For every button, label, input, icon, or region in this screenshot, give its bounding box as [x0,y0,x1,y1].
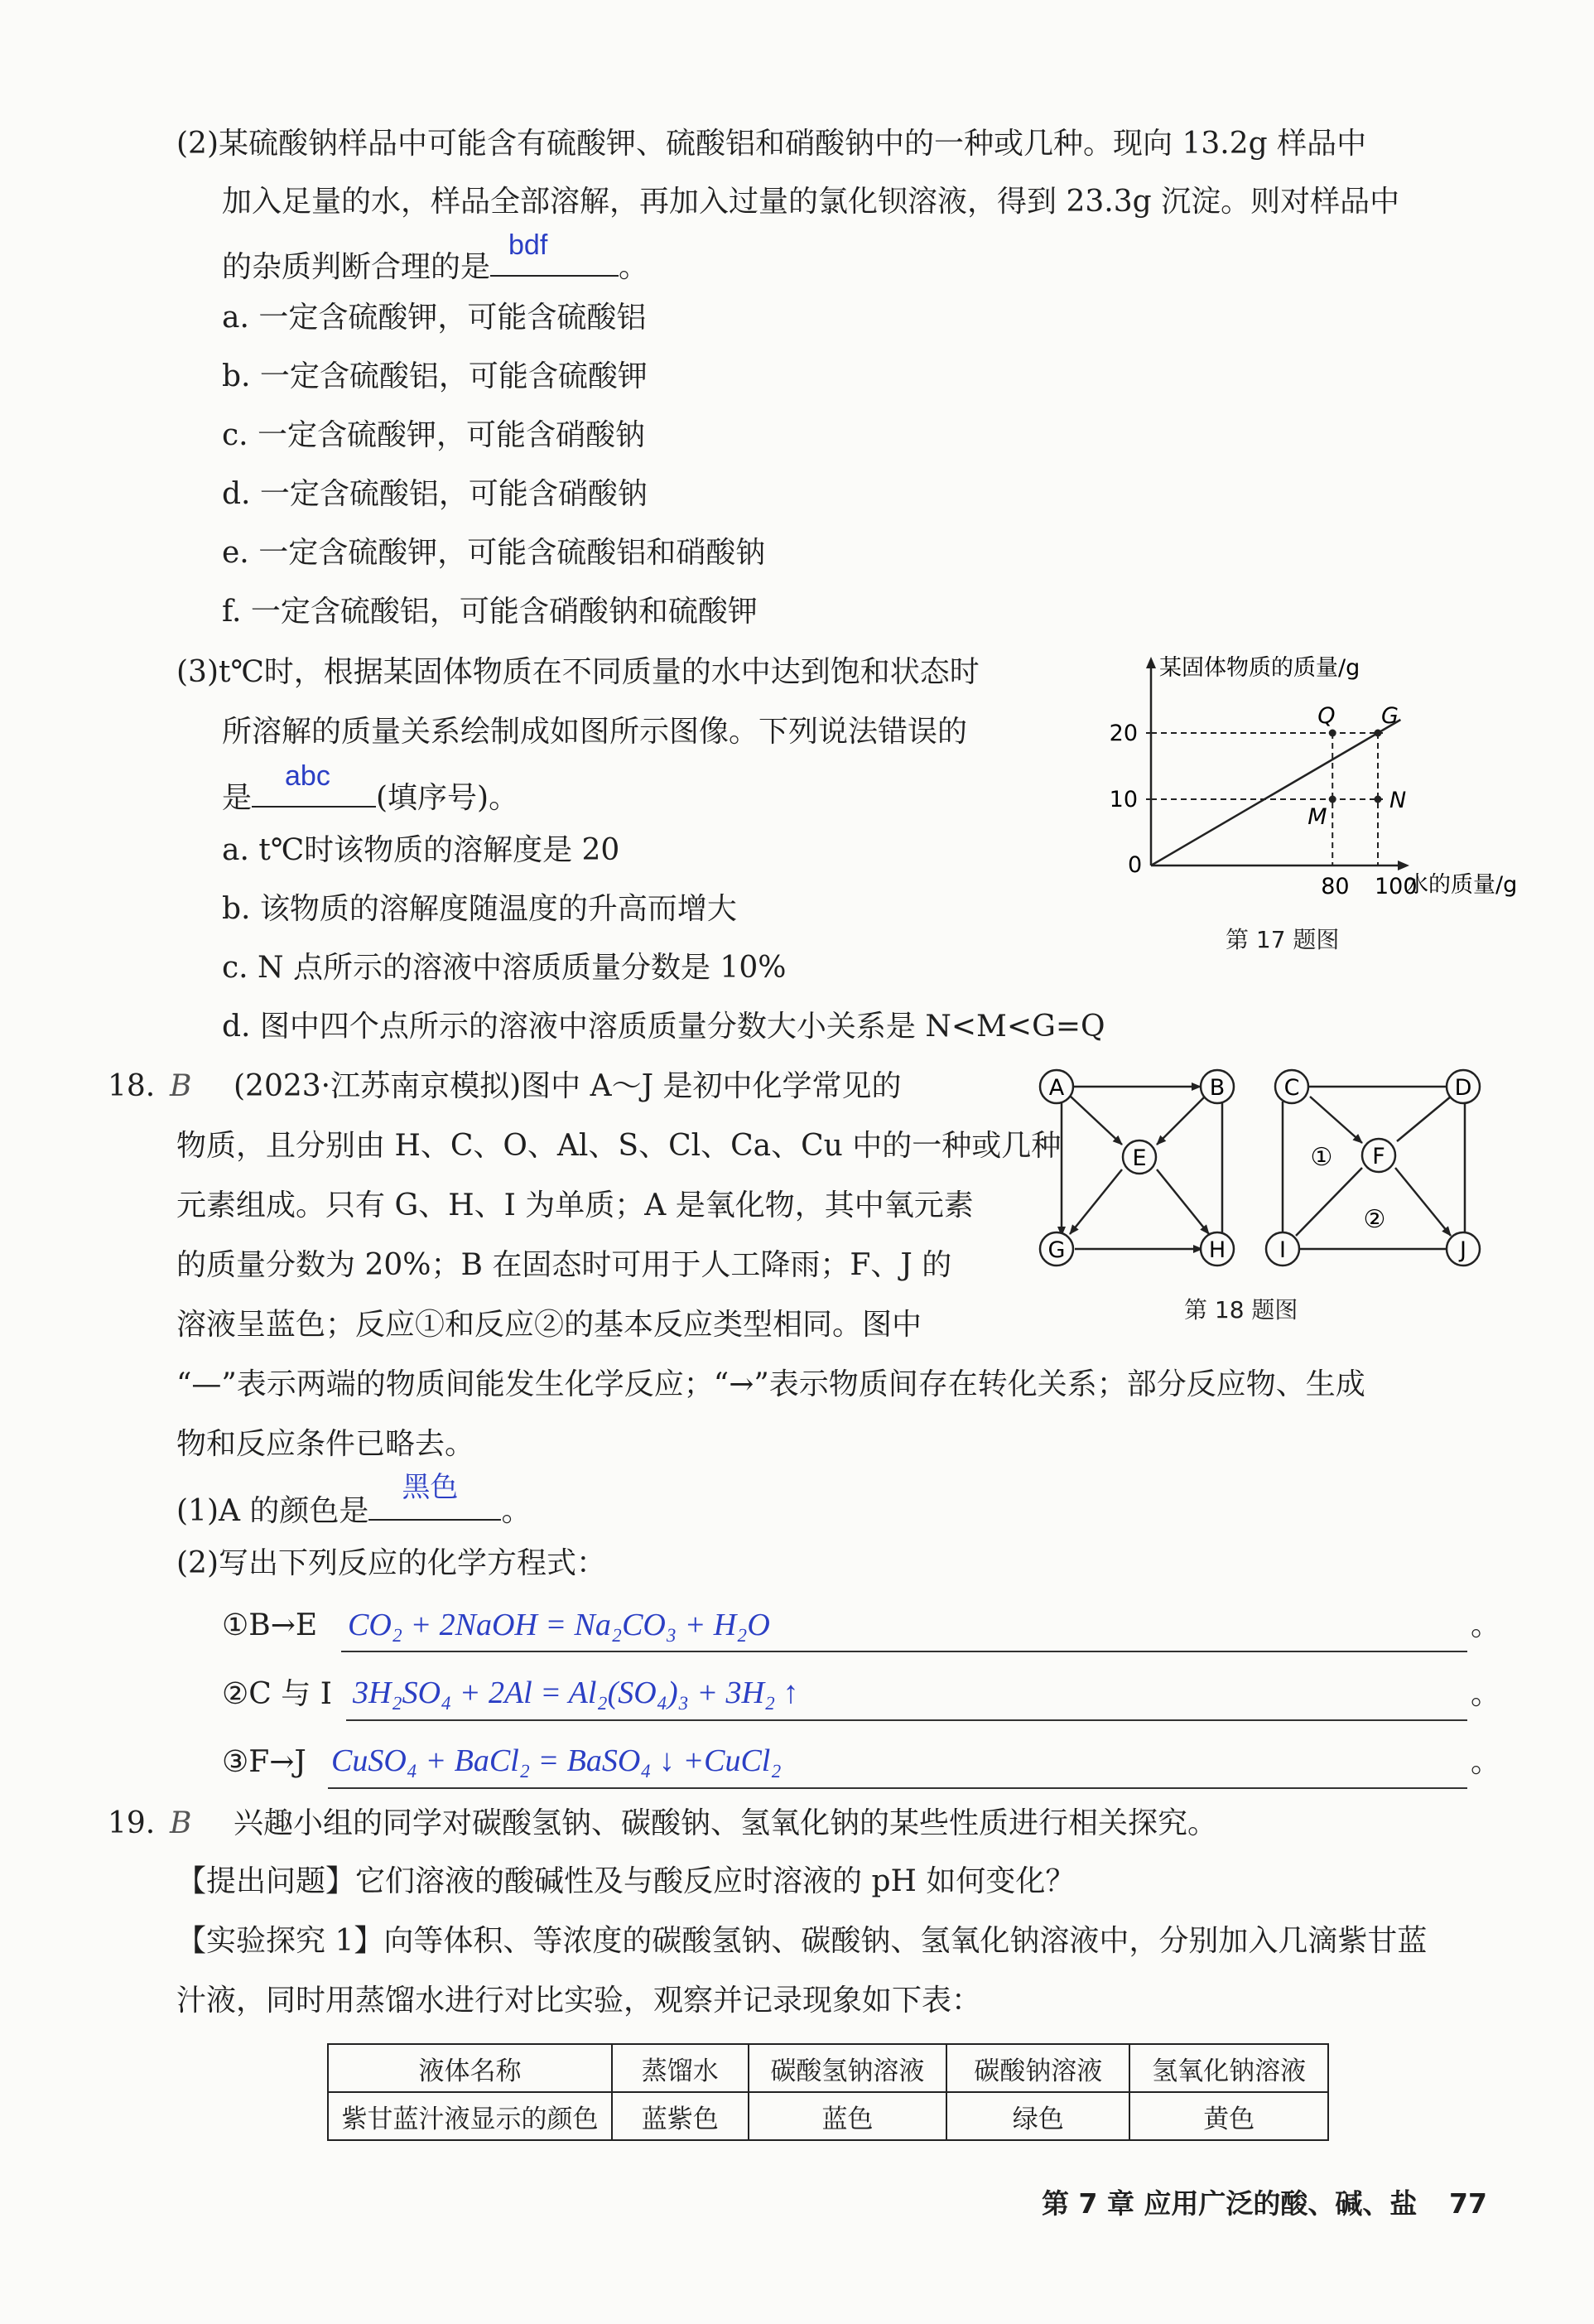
q18-number: 18. [108,1069,156,1103]
point-label-q: Q [1317,703,1336,729]
q18-level: B [170,1069,192,1103]
q17-3-line3-suffix: (填序号)。 [376,781,519,815]
point-label-g: G [1381,703,1399,729]
q17-2-option-a: a. 一定含硫酸钾，可能含硫酸铝 [222,301,647,335]
q17-2-option-d: d. 一定含硫酸铝，可能含硝酸钠 [222,477,648,511]
node-i [1266,1232,1299,1266]
point-g [1375,730,1382,737]
x-tick-label: 100 [1375,874,1418,899]
node-g [1040,1232,1073,1266]
y-tick-label: 10 [1109,787,1138,812]
q17-chart-caption: 第 17 题图 [1226,926,1340,953]
table-header-cell: 蒸馏水 [612,2044,749,2092]
q17-2-answer-blank [490,229,619,277]
q18-eq2-period: 。 [1471,1677,1501,1711]
y-tick-label: 20 [1109,721,1138,746]
q17-2-option-b: b. 一定含硫酸铝，可能含硫酸钾 [222,359,648,393]
svg-text:G: G [1047,1237,1066,1263]
table-cell: 紫甘蓝汁液显示的颜色 [328,2092,612,2140]
q19-table [327,2043,1329,2141]
footer-page-number: 77 [1449,2187,1487,2220]
q17-3-line3-prefix: 是 [222,781,253,815]
q17-2-line3-suffix: 。 [619,250,649,284]
q18-eq2-answer: 3H₂SO₄ + 2Al = Al₂(SO₄)₃ + 3H₂ ↑ [353,1675,799,1710]
q18-sub1-suffix: 。 [501,1494,532,1528]
q17-3-option-b: b. 该物质的溶解度随温度的升高而增大 [222,892,737,926]
node-b [1201,1070,1234,1103]
svg-text:C: C [1283,1075,1300,1101]
svg-text:J: J [1460,1237,1466,1263]
q17-3-option-d: d. 图中四个点所示的溶液中溶质质量分数大小关系是 N<M<G=Q [222,1010,1105,1044]
q18-line5: 溶液呈蓝色；反应①和反应②的基本反应类型相同。图中 [176,1308,922,1342]
x-tick-label: 80 [1321,874,1350,899]
q17-2-option-e: e. 一定含硫酸钾，可能含硫酸铝和硝酸钠 [222,536,766,570]
q19-intro: 兴趣小组的同学对碳酸氢钠、碳酸钠、氢氧化钠的某些性质进行相关探究。 [234,1806,1218,1840]
q18-eq2-label: ②C 与 I [222,1677,332,1711]
q18-eq1-line [341,1651,1467,1652]
q17-3-line2: 所溶解的质量关系绘制成如图所示图像。下列说法错误的 [222,715,968,749]
node-e [1123,1140,1156,1174]
table-cell: 蓝色 [749,2092,947,2140]
q18-eq1-answer: CO₂ + 2NaOH = Na₂CO₃ + H₂O [348,1608,770,1642]
svg-text:I: I [1279,1237,1286,1263]
q18-sub1-answer-blank [368,1472,501,1521]
table-header-cell: 液体名称 [328,2044,612,2092]
point-m [1329,796,1336,803]
table-cell: 蓝紫色 [612,2092,749,2140]
q18-line1: (2023·江苏南京模拟)图中 A～J 是初中化学常见的 [234,1069,902,1103]
q18-sub1-prefix: (1)A 的颜色是 [176,1494,369,1528]
svg-text:D: D [1454,1075,1472,1101]
svg-text:E: E [1132,1145,1147,1171]
saturation-line [1151,720,1400,865]
footer-chapter: 第 7 章 应用广泛的酸、碱、盐 [1042,2187,1418,2220]
q19-question: 【提出问题】它们溶液的酸碱性及与酸反应时溶液的 pH 如何变化？ [176,1864,1076,1898]
q18-diagram [1027,1062,1490,1277]
q18-line3: 元素组成。只有 G、H、I 为单质；A 是氧化物，其中氧元素 [176,1189,974,1222]
table-header-cell: 碳酸氢钠溶液 [749,2044,947,2092]
table-cell: 黄色 [1129,2092,1328,2140]
x-axis-label: 水的质量/g [1406,872,1518,898]
q17-3-line1: (3)t℃时，根据某固体物质在不同质量的水中达到饱和状态时 [176,655,980,689]
table-header-row [328,2044,1328,2092]
q17-3-option-c: c. N 点所示的溶液中溶质质量分数是 10% [222,951,787,985]
x-axis-arrow [1398,861,1409,870]
q18-diagram-caption: 第 18 题图 [1184,1296,1298,1324]
q18-line2: 物质，且分别由 H、C、O、Al、S、Cl、Ca、Cu 中的一种或几种 [176,1129,1062,1163]
q18-sub1-answer: 黑色 [402,1472,459,1503]
q19-exp-line1: 【实验探究 1】向等体积、等浓度的碳酸氢钠、碳酸钠、氢氧化钠溶液中，分别加入几滴紫甘蓝 [176,1924,1428,1958]
reaction-2-label: ② [1363,1205,1386,1234]
svg-text:A: A [1048,1075,1065,1101]
point-n [1375,796,1382,803]
q17-2-answer: bdf [508,229,548,261]
point-label-m: M [1307,804,1327,830]
q17-3-answer-blank [252,760,376,808]
svg-text:F: F [1372,1144,1385,1169]
point-label-n: N [1389,788,1407,813]
q17-2-line3-prefix: 的杂质判断合理的是 [222,250,491,284]
table-header-cell: 氢氧化钠溶液 [1129,2044,1328,2092]
q18-eq2-line [346,1719,1467,1721]
q18-eq1-period: 。 [1471,1608,1501,1642]
q18-line7: 物和反应条件已略去。 [176,1427,475,1461]
q18-eq3-answer: CuSO₄ + BaCl₂ = BaSO₄ ↓ +CuCl₂ [331,1743,782,1778]
svg-text:B: B [1209,1075,1226,1101]
table-cell: 绿色 [946,2092,1129,2140]
q18-line4: 的质量分数为 20%；B 在固态时可用于人工降雨；F、J 的 [176,1248,952,1282]
table-row [328,2092,1328,2140]
q18-eq3-line [328,1787,1467,1789]
q18-line6: “—”表示两端的物质间能发生化学反应；“→”表示物质间存在转化关系；部分反应物、生成 [176,1367,1365,1401]
q18-eq3-label: ③F→J [222,1745,306,1779]
q18-sub2: (2)写出下列反应的化学方程式： [176,1546,606,1580]
point-q [1329,730,1336,737]
q19-level: B [170,1806,192,1840]
q17-2-line2: 加入足量的水，样品全部溶解，再加入过量的氯化钡溶液，得到 23.3g 沉淀。则对样品中 [222,185,1400,219]
q17-2-option-c: c. 一定含硫酸钾，可能含硝酸钠 [222,418,646,452]
q17-chart [1101,650,1518,907]
q18-eq3-period: 。 [1471,1745,1501,1779]
table-header-cell: 碳酸钠溶液 [946,2044,1129,2092]
origin-label: 0 [1128,852,1143,878]
q17-2-line3 [222,229,649,285]
node-c [1275,1070,1308,1103]
q17-2-line1: (2)某硫酸钠样品中可能含有硫酸钾、硫酸铝和硝酸钠中的一种或几种。现向 13.2g 样品中 [176,127,1367,161]
q17-2-option-f: f. 一定含硫酸铝，可能含硝酸钠和硫酸钾 [222,595,758,629]
q17-3-line3 [222,760,519,816]
node-d [1447,1070,1480,1103]
q17-3-option-a: a. t℃时该物质的溶解度是 20 [222,833,620,867]
q19-number: 19. [108,1806,156,1840]
q18-eq1-label: ①B→E [222,1608,318,1642]
q17-3-answer: abc [285,760,330,792]
y-axis-arrow [1146,657,1156,668]
q19-exp-line2: 汁液，同时用蒸馏水进行对比实验，观察并记录现象如下表： [176,1984,982,2018]
y-axis-label: 某固体物质的质量/g [1159,655,1360,681]
q18-sub1 [176,1472,532,1529]
node-a [1040,1070,1073,1103]
node-f [1362,1139,1395,1172]
reaction-1-label: ① [1310,1143,1333,1172]
svg-text:H: H [1208,1237,1226,1263]
node-h [1201,1232,1234,1266]
node-j [1447,1232,1480,1266]
